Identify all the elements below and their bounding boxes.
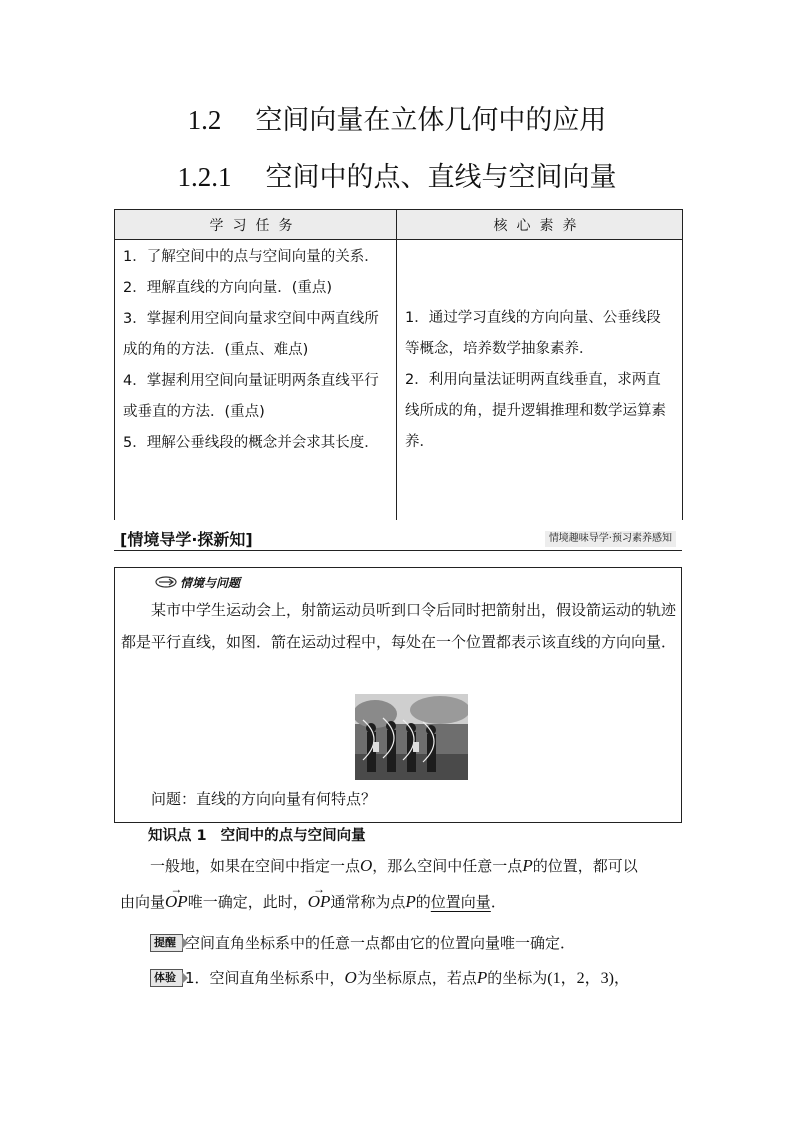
tip-text: 空间直角坐标系中的任意一点都由它的位置向量唯一确定．: [185, 934, 576, 952]
literacy-item: 1．通过学习直线的方向向量、公垂线段等概念，培养数学抽象素养．: [405, 310, 661, 357]
task-item: 2．理解直线的方向向量．(重点): [123, 280, 333, 296]
point-p: P: [405, 892, 416, 911]
vector-op: → OP: [165, 882, 188, 911]
section-title-text: 空间向量在立体几何中的应用: [255, 105, 607, 136]
coordinates: (1，2，3)，: [547, 970, 630, 987]
point-p: P: [476, 968, 488, 987]
point-o: O: [344, 968, 357, 987]
definition-line-1: 一般地，如果在空间中指定一点O，那么空间中任意一点P的位置，都可以: [150, 856, 638, 875]
knowledge-point-label: 知识点 1: [148, 828, 207, 844]
knowledge-point-heading: [148, 824, 366, 845]
section-number: 1.2: [187, 105, 222, 135]
scenario-icon: [155, 576, 177, 588]
archery-photo: [355, 694, 468, 780]
header-core-literacy: 核心素养: [397, 210, 683, 240]
section-heading: [情境导学·探新知]: [120, 530, 253, 549]
task-item: 5．理解公垂线段的概念并会求其长度．: [123, 435, 379, 451]
subsection-number: 1.2.1: [177, 162, 232, 192]
section-bar: [114, 526, 682, 551]
subsection-title: [0, 155, 794, 194]
task-item: 4．掌握利用空间向量证明两条直线平行或垂直的方法．(重点): [123, 373, 379, 420]
tip-line: [150, 932, 575, 953]
definition-line-2: 由向量 → OP唯一确定，此时， → OP通常称为点P的位置向量．: [120, 882, 506, 911]
point-o: O: [360, 856, 373, 875]
header-learning-tasks: 学习任务: [115, 210, 397, 240]
scenario-question: 问题：直线的方向向量有何特点？: [151, 790, 377, 808]
tasks-cell: [115, 240, 397, 521]
scenario-box: [114, 567, 682, 823]
point-p: P: [522, 856, 533, 875]
section-tag: 情境趣味导学·预习素养感知: [545, 531, 676, 547]
experience-badge: 体验: [150, 969, 183, 987]
scenario-header: [155, 574, 240, 591]
objectives-table: [114, 209, 683, 520]
vector-op: → OP: [307, 882, 331, 911]
task-item: 3．掌握利用空间向量求空间中两直线所成的角的方法．(重点、难点): [123, 311, 379, 358]
section-title: [0, 98, 794, 137]
literacy-item: 2．利用向量法证明两直线垂直，求两直线所成的角，提升逻辑推理和数学运算素养．: [405, 372, 666, 450]
knowledge-point-title: 空间中的点与空间向量: [220, 828, 366, 844]
tip-badge: 提醒: [150, 934, 183, 952]
subsection-title-text: 空间中的点、直线与空间向量: [265, 162, 617, 193]
vector-arrow-icon: →: [170, 882, 183, 896]
experience-line: 体验 1．空间直角坐标系中，O为坐标原点，若点P的坐标为(1，2，3)，: [150, 965, 630, 988]
scenario-text: 某市中学生运动会上，射箭运动员听到口令后同时把箭射出，假设箭运动的轨迹都是平行直线，如图．箭在运动过程中，每处在一个位置都表示该直线的方向向量．: [121, 601, 677, 651]
vector-arrow-icon: →: [313, 882, 326, 896]
literacy-cell: [397, 240, 683, 521]
task-item: 1．了解空间中的点与空间向量的关系．: [123, 249, 379, 265]
position-vector-term: 位置向量: [430, 893, 491, 911]
scenario-header-text: 情境与问题: [180, 576, 241, 590]
